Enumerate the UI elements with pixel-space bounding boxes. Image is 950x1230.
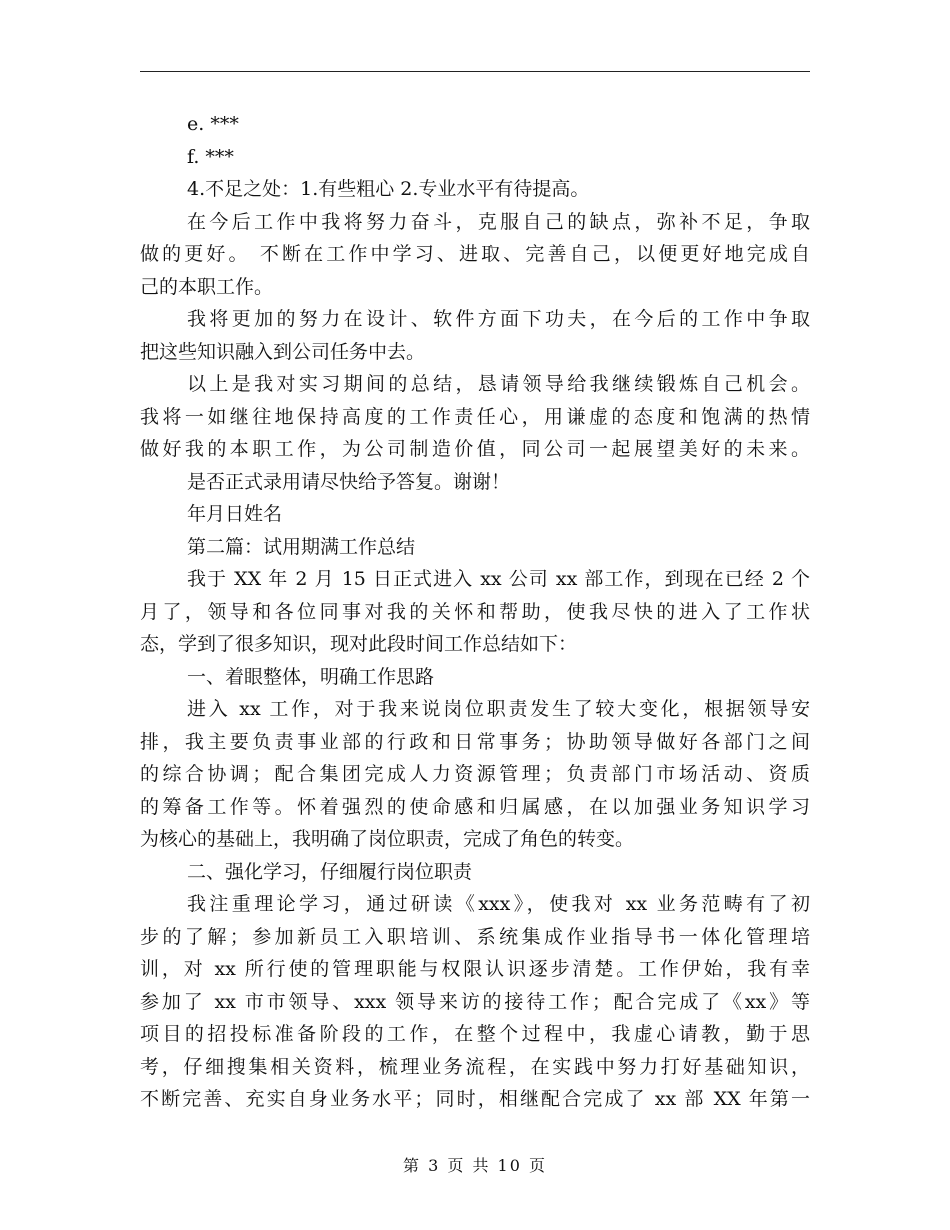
text-line: 年月日姓名 [187,503,283,525]
text-line: 排，我主要负责事业部的行政和日常事务；协助领导做好各部门之间 [140,730,810,753]
text-line: 态，学到了很多知识，现对此段时间工作总结如下： [140,633,578,655]
text-line: 的综合协调；配合集团完成人力资源管理；负责部门市场活动、资质 [140,763,810,785]
text-line: 二、强化学习，仔细履行岗位职责 [187,860,473,883]
text-line: 第二篇：试用期满工作总结 [187,535,416,558]
text-line: 为核心的基础上，我明确了岗位职责，完成了角色的转变。 [140,828,635,850]
text-line: 做好我的本职工作，为公司制造价值，同公司一起展望美好的未来。 [140,438,810,460]
document-body [140,108,810,1116]
text-line: 步的了解；参加新员工入职培训、系统集成作业指导书一体化管理培 [140,925,810,948]
header-rule [140,71,810,72]
text-line: 进入 xx 工作，对于我来说岗位职责发生了较大变化，根据领导安 [187,698,810,720]
text-line: f. *** [187,145,234,168]
text-line: 项目的招投标准备阶段的工作，在整个过程中，我虚心请教，勤于思 [140,1023,810,1045]
text-line: 在今后工作中我将努力奋斗，克服自己的缺点，弥补不足，争取 [187,210,810,233]
text-line: 我注重理论学习，通过研读《xxx》，使我对 xx 业务范畴有了初 [187,893,810,915]
text-line: 的筹备工作等。怀着强烈的使命感和归属感，在以加强业务知识学习 [140,795,810,818]
text-line: 我将更加的努力在设计、软件方面下功夫，在今后的工作中争取 [187,308,810,330]
text-line: 月了，领导和各位同事对我的关怀和帮助，使我尽快的进入了工作状 [140,600,810,623]
text-line: 参加了 xx 市市领导、xxx 领导来访的接待工作；配合完成了《xx》等 [140,990,810,1013]
text-line: 不断完善、充实自身业务水平；同时，相继配合完成了 xx 部 XX 年第一 [140,1088,810,1110]
text-line: 是否正式录用请尽快给予答复。谢谢！ [187,470,511,493]
text-line: 训，对 xx 所行使的管理职能与权限认识逐步清楚。工作伊始，我有幸 [140,958,810,980]
text-line: 把这些知识融入到公司任务中去。 [140,340,426,363]
text-line: 一、着眼整体，明确工作思路 [187,665,435,688]
text-line: 己的本职工作。 [140,275,274,298]
text-line: 我将一如继往地保持高度的工作责任心，用谦虚的态度和饱满的热情 [140,405,810,428]
text-line: 以上是我对实习期间的总结，恳请领导给我继续锻炼自己机会。 [187,373,810,395]
page-number-footer: 第 3 页 共 10 页 [403,1156,547,1175]
text-line: 我于 XX 年 2 月 15 日正式进入 xx 公司 xx 部工作，到现在已经 2 个 [187,568,810,590]
text-line: 做的更好。 不断在工作中学习、进取、完善自己，以便更好地完成自 [140,243,810,265]
text-line: e. *** [187,113,239,135]
text-line: 考，仔细搜集相关资料，梳理业务流程，在实践中努力打好基础知识， [140,1055,810,1078]
text-line: 4.不足之处：1.有些粗心 2.专业水平有待提高。 [187,178,590,200]
